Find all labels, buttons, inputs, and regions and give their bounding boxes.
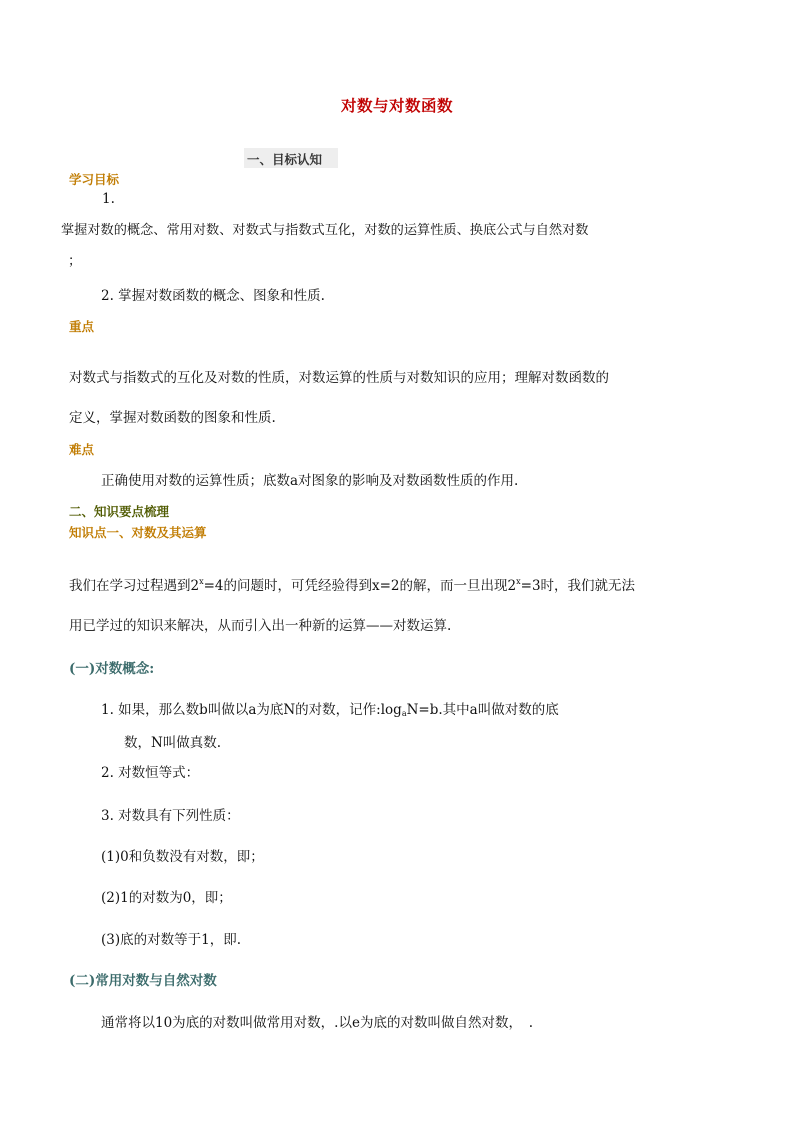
knowledge-point-1-heading: 知识点一、对数及其运算	[69, 525, 207, 540]
intro-line-1-part-c: =3时，我们就无法	[520, 578, 636, 594]
common-log-heading: (二)常用对数与自然对数	[69, 973, 217, 989]
intro-line-1-part-b: =4的问题时，可凭经验得到x=2的解，而一旦出现2	[203, 578, 517, 594]
key-points-line-2: 定义，掌握对数函数的图象和性质.	[69, 410, 276, 426]
knowledge-section-heading: 二、知识要点梳理	[69, 504, 170, 519]
difficulties-heading: 难点	[69, 442, 95, 457]
key-points-heading: 重点	[69, 319, 95, 334]
goal-item-1-tail: ；	[68, 253, 82, 269]
intro-line-2: 用已学过的知识来解决，从而引入出一种新的运算——对数运算.	[69, 618, 452, 634]
log-base-subscript: a	[401, 709, 407, 718]
page-title: 对数与对数函数	[340, 96, 453, 115]
intro-line-1-part-a: 我们在学习过程遇到2	[69, 578, 200, 594]
property-2: (2)1的对数为0，即；	[101, 890, 232, 906]
key-points-line-1: 对数式与指数式的互化及对数的性质，对数运算的性质与对数知识的应用；理解对数函数的	[69, 370, 609, 386]
difficulties-text: 正确使用对数的运算性质；底数a对图象的影响及对数函数性质的作用.	[101, 473, 519, 489]
common-log-text: 通常将以10为底的对数叫做常用对数，.以e为底的对数叫做自然对数， .	[101, 1015, 533, 1031]
concept-item-2: 2. 对数恒等式：	[101, 765, 200, 781]
intro-line-1	[69, 574, 635, 594]
goal-item-1-number: 1.	[102, 191, 115, 207]
concept-item-1	[101, 698, 559, 718]
intro-exponent-2: x	[516, 577, 521, 586]
goal-item-1-text: 掌握对数的概念、常用对数、对数式与指数式互化，对数的运算性质、换底公式与自然对数	[61, 223, 589, 238]
goal-item-2: 2. 掌握对数函数的概念、图象和性质.	[101, 288, 325, 304]
concept-item-1-part-b: N=b.其中a叫做对数的底	[406, 702, 559, 718]
concept-item-3: 3. 对数具有下列性质：	[101, 808, 240, 824]
learning-goals-heading: 学习目标	[69, 172, 120, 187]
property-1: (1)0和负数没有对数，即；	[101, 849, 264, 865]
section-heading-goals: 一、目标认知	[247, 152, 323, 167]
concept-heading: (一)对数概念:	[69, 661, 155, 677]
concept-item-1-part-a: 1. 如果，那么数b叫做以a为底N的对数，记作:log	[101, 702, 402, 718]
property-3: (3)底的对数等于1，即.	[101, 932, 242, 948]
intro-exponent-1: x	[199, 577, 204, 586]
concept-item-1-continuation: 数，N叫做真数.	[124, 735, 222, 751]
